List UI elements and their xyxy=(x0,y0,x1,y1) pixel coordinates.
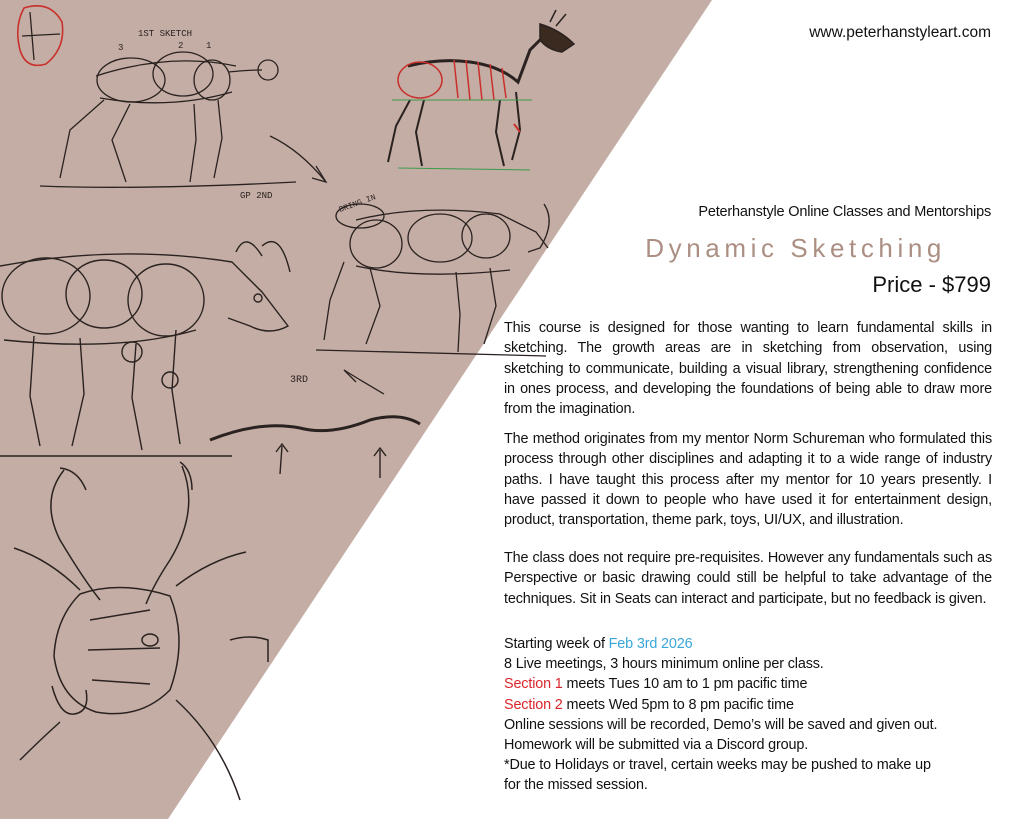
start-date: Feb 3rd 2026 xyxy=(608,636,693,652)
sketch-label-bring-in: BRING IN xyxy=(337,193,378,215)
sketch-label-third: 3RD xyxy=(290,375,309,386)
note-line-1: *Due to Holidays or travel, certain weeks may be pushed to make up xyxy=(504,757,931,774)
course-title: Dynamic Sketching xyxy=(645,233,946,263)
note-line-2: for the missed session. xyxy=(504,777,648,794)
course-price: Price - $799 xyxy=(872,272,991,297)
recorded-line: Online sessions will be recorded, Demo’s will be saved and given out. xyxy=(504,716,938,733)
start-prefix: Starting week of xyxy=(504,636,609,652)
website-url[interactable]: www.peterhanstyleart.com xyxy=(809,24,991,41)
description-paragraph-3: The class does not require pre-requisites. However any fundamentals such as Perspective or basic drawing could still be helpful to take advantage of the techniques. Sit in Seats can interact and participate, but no feedback is given. xyxy=(504,550,992,607)
schedule-block xyxy=(504,634,1004,796)
organization-name: Peterhanstyle Online Classes and Mentorships xyxy=(698,204,991,220)
description-paragraph-2: The method originates from my mentor Norm Schureman who formulated this process through other disciplines and adapting it to a wide range of industry paths. I have taught this process after my mentor for 10 years presently. I have passed it down to people who have used it for entertainment design, product, transportation, theme park, toys, UI/UX, and illustration. xyxy=(504,431,992,529)
section-1-line xyxy=(504,674,1004,694)
meetings-line: 8 Live meetings, 3 hours minimum online per class. xyxy=(504,656,824,673)
section-1-time: meets Tues 10 am to 1 pm pacific time xyxy=(562,676,808,693)
section-2-label: Section 2 xyxy=(504,696,563,713)
sketch-label-num3: 3 xyxy=(118,43,124,53)
sketch-label-second: GP 2ND xyxy=(240,191,273,201)
sketch-label-num1: 1 xyxy=(206,41,212,51)
sketch-label-num2: 2 xyxy=(178,41,184,51)
description-paragraph-1: This course is designed for those wanting to learn fundamental skills in sketching. The growth areas are in sketching from observation, using sketching to communicate, building a visual library, strengthening confidence in ones process, and developing the foundations of being able to draw more from the imagination. xyxy=(504,320,992,418)
start-line xyxy=(504,634,1004,654)
section-2-line xyxy=(504,695,1004,715)
section-1-label: Section 1 xyxy=(504,676,563,693)
homework-line: Homework will be submitted via a Discord group. xyxy=(504,737,809,754)
sketch-label-first: 1ST SKETCH xyxy=(138,29,193,39)
section-2-time: meets Wed 5pm to 8 pm pacific time xyxy=(562,696,794,713)
